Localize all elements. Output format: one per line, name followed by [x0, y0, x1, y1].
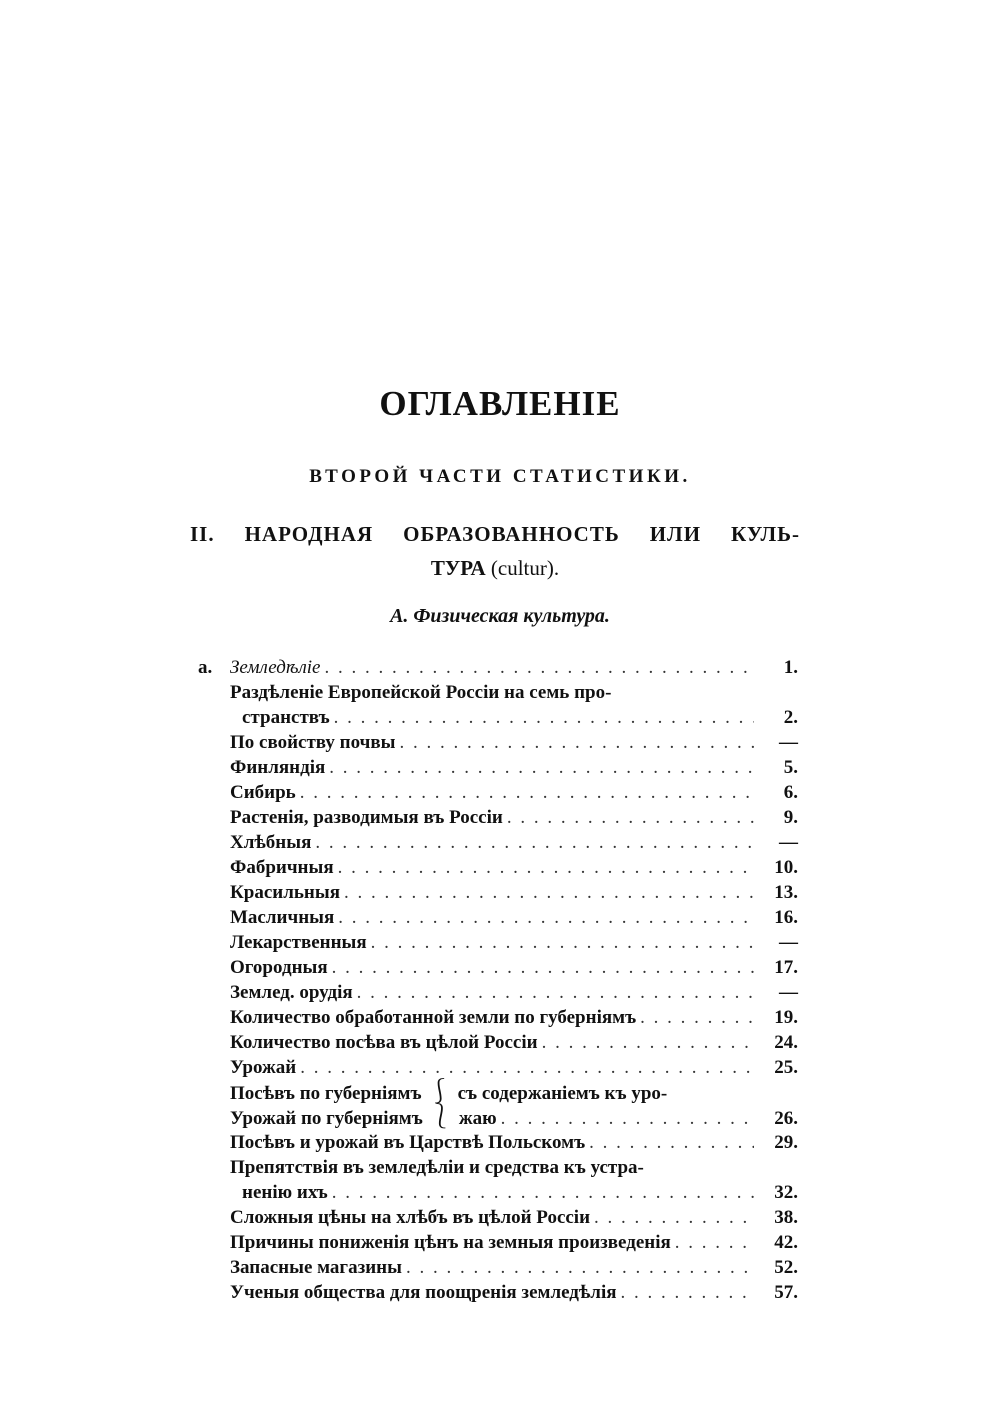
- toc-entry-label: Хлѣбныя: [230, 832, 312, 853]
- section-continuation: ТУРА: [430, 556, 486, 580]
- toc-entry: [198, 930, 798, 955]
- toc-entry: [198, 730, 798, 755]
- toc-entry: [198, 1130, 798, 1155]
- toc-page-number: 16.: [774, 907, 798, 928]
- dot-leader: [406, 1255, 754, 1280]
- toc-marker: а.: [198, 657, 213, 678]
- toc-entry-label: Раздѣленіе Европейской Россіи на семь про-: [230, 682, 612, 703]
- toc-entry: [198, 1030, 798, 1055]
- toc-entry-label: Запасные магазины: [230, 1257, 402, 1278]
- toc-page-number: 2.: [783, 707, 798, 728]
- toc-entry: [198, 1005, 798, 1030]
- toc-entry-label: Урожай: [230, 1057, 297, 1078]
- toc-page-number: 19.: [774, 1007, 798, 1028]
- toc-page-number: 57.: [774, 1282, 798, 1303]
- dot-leader: [501, 1106, 754, 1131]
- dot-leader: [332, 1180, 754, 1205]
- toc-entry: [198, 1180, 798, 1205]
- dot-leader: [371, 930, 754, 955]
- toc-entry: [198, 955, 798, 980]
- toc-entry: [198, 1280, 798, 1305]
- toc-entry-label: Фабричныя: [230, 857, 334, 878]
- dot-leader: [334, 705, 754, 730]
- toc-page-number: 13.: [774, 882, 798, 903]
- toc-entry: [198, 980, 798, 1005]
- toc-page-number: —: [779, 932, 798, 953]
- toc-entry-label: Посѣвъ и урожай въ Царствѣ Польскомъ: [230, 1132, 586, 1153]
- toc-entry-label: Сложныя цѣны на хлѣбъ въ цѣлой Россіи: [230, 1207, 591, 1228]
- toc-entry-label: Земледѣліе: [230, 657, 321, 678]
- toc-entry: [198, 1080, 798, 1105]
- toc-page-number: 6.: [783, 782, 798, 803]
- section-word: ИЛИ: [649, 522, 702, 546]
- toc-list: [198, 655, 798, 1305]
- toc-page-number: 26.: [774, 1108, 798, 1129]
- toc-page-number: —: [779, 832, 798, 853]
- toc-entry-label: Посѣвъ по губерніямъ: [230, 1083, 422, 1104]
- toc-entry: [198, 805, 798, 830]
- dot-leader: [589, 1130, 754, 1155]
- toc-page-number: 10.: [774, 857, 798, 878]
- section-heading: [190, 517, 800, 585]
- toc-page-number: 17.: [774, 957, 798, 978]
- toc-entry-label: Препятствія въ земледѣліи и средства къ устра-: [230, 1157, 644, 1178]
- toc-page-number: 52.: [774, 1257, 798, 1278]
- toc-page-number: 29.: [774, 1132, 798, 1153]
- dot-leader: [300, 1055, 754, 1080]
- toc-entry: [198, 855, 798, 880]
- toc-entry-label: Урожай по губерніямъ: [230, 1108, 423, 1129]
- toc-entry-label: Количество обработанной земли по губерніямъ: [230, 1007, 637, 1028]
- toc-entry: [198, 1055, 798, 1080]
- toc-entry-label: Ученыя общества для поощренія земледѣлія: [230, 1282, 617, 1303]
- toc-entry: [198, 1255, 798, 1280]
- section-word: НАРОДНАЯ: [244, 522, 374, 546]
- dot-leader: [675, 1230, 754, 1255]
- toc-entry-label: ненію ихъ: [242, 1182, 328, 1203]
- toc-entry-label: Лекарственныя: [230, 932, 367, 953]
- toc-entry: [198, 905, 798, 930]
- dot-leader: [325, 655, 755, 680]
- page-title: ОГЛАВЛЕНІЕ: [379, 384, 621, 423]
- dot-leader: [640, 1005, 754, 1030]
- section-word: ОБРАЗОВАННОСТЬ: [403, 522, 620, 546]
- dot-leader: [315, 830, 754, 855]
- section-numeral: II.: [190, 522, 215, 546]
- dot-leader: [357, 980, 754, 1005]
- toc-entry: [198, 755, 798, 780]
- section-latin: (cultur).: [490, 556, 560, 580]
- toc-entry: [198, 1105, 798, 1130]
- toc-page-number: —: [779, 732, 798, 753]
- toc-entry-label: Красильныя: [230, 882, 340, 903]
- dot-leader: [338, 905, 754, 930]
- toc-page-number: 5.: [783, 757, 798, 778]
- dot-leader: [344, 880, 754, 905]
- toc-entry-label: По свойству почвы: [230, 732, 396, 753]
- toc-entry: [198, 1155, 798, 1180]
- toc-entry: [198, 655, 798, 680]
- dot-leader: [338, 855, 754, 880]
- brace-icon: ⎱: [428, 1104, 453, 1130]
- dot-leader: [594, 1205, 754, 1230]
- toc-entry: [198, 705, 798, 730]
- toc-page-number: —: [779, 982, 798, 1003]
- toc-entry: [198, 680, 798, 705]
- toc-page-number: 42.: [774, 1232, 798, 1253]
- toc-entry: [198, 780, 798, 805]
- toc-brace-text: жаю: [458, 1108, 497, 1129]
- toc-entry-label: странствъ: [242, 707, 330, 728]
- toc-entry-label: Сибирь: [230, 782, 296, 803]
- toc-entry: [198, 830, 798, 855]
- toc-entry-label: Растенія, разводимыя въ Россіи: [230, 807, 503, 828]
- dot-leader: [332, 955, 754, 980]
- toc-entry: [198, 880, 798, 905]
- toc-entry-label: Огородныя: [230, 957, 328, 978]
- dot-leader: [621, 1280, 754, 1305]
- toc-page-number: 32.: [774, 1182, 798, 1203]
- dot-leader: [399, 730, 754, 755]
- dot-leader: [507, 805, 754, 830]
- toc-brace-text: съ содержаніемъ къ уро-: [457, 1083, 668, 1104]
- toc-entry: [198, 1205, 798, 1230]
- section-word: КУЛЬ-: [731, 522, 800, 546]
- toc-entry-label: Количество посѣва въ цѣлой Россіи: [230, 1032, 538, 1053]
- toc-page-number: 1.: [783, 657, 798, 678]
- dot-leader: [300, 780, 754, 805]
- subsection-heading: А. Физическая культура.: [390, 605, 610, 627]
- page-subtitle: ВТОРОЙ ЧАСТИ СТАТИСТИКИ.: [309, 466, 691, 487]
- toc-page-number: 38.: [774, 1207, 798, 1228]
- toc-page-number: 9.: [783, 807, 798, 828]
- toc-page-number: 24.: [774, 1032, 798, 1053]
- brace-icon: ⎰: [427, 1079, 452, 1105]
- toc-entry-label: Масличныя: [230, 907, 335, 928]
- toc-entry-label: Землед. орудія: [230, 982, 353, 1003]
- toc-page-number: 25.: [774, 1057, 798, 1078]
- toc-entry-label: Финляндія: [230, 757, 326, 778]
- toc-entry-label: Причины пониженія цѣнъ на земныя произведенія: [230, 1232, 671, 1253]
- dot-leader: [329, 755, 754, 780]
- dot-leader: [542, 1030, 754, 1055]
- toc-entry: [198, 1230, 798, 1255]
